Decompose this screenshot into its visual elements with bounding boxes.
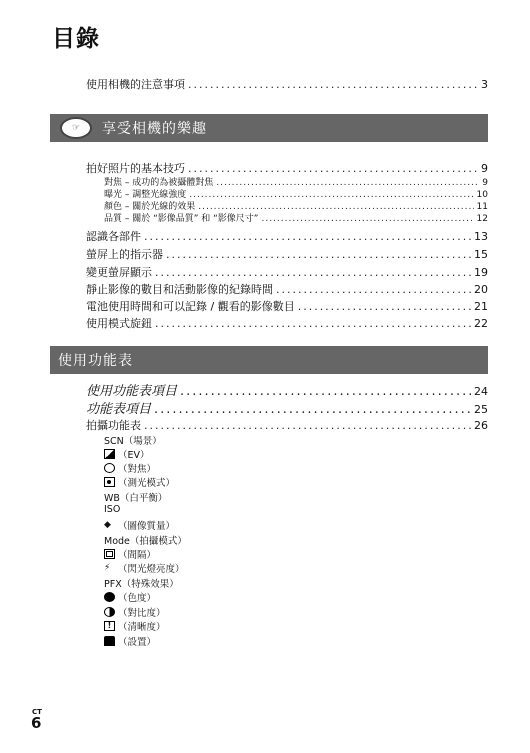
function-label: （對焦） xyxy=(118,464,157,475)
function-item-setup[interactable] xyxy=(104,634,156,648)
function-label: （清晰度） xyxy=(118,622,166,633)
function-item-interval[interactable] xyxy=(104,547,156,561)
toc-entry[interactable] xyxy=(86,228,488,244)
section-header-enjoy-camera xyxy=(50,114,488,142)
toc-subentry-page: 9 xyxy=(482,178,488,188)
function-label: （閃光燈亮度） xyxy=(118,564,185,575)
function-item-focus[interactable] xyxy=(104,461,156,475)
image-quality-icon: ◆ xyxy=(104,520,111,530)
toc-entry-page: 9 xyxy=(481,162,488,175)
toc-entry-page: 20 xyxy=(474,283,488,296)
metering-icon xyxy=(104,477,115,487)
toc-entry[interactable] xyxy=(86,298,488,314)
toc-entry-menu-items[interactable] xyxy=(86,398,488,417)
toc-subentry-page: 10 xyxy=(476,190,488,200)
toc-subentry-label: 對焦 – 成功的為被攝體對焦 xyxy=(104,178,214,188)
leader-dots xyxy=(154,402,471,417)
toc-entry-label: 靜止影像的數目和活動影像的紀錄時間 xyxy=(86,283,273,296)
function-label: SCN（場景） xyxy=(104,436,162,447)
function-label: （圖像質量） xyxy=(118,521,176,532)
toc-entry-page: 25 xyxy=(474,403,488,416)
function-item-sharpness[interactable] xyxy=(104,619,166,633)
toc-entry-page: 13 xyxy=(474,230,488,243)
toc-entry-page: 22 xyxy=(474,317,488,330)
toc-entry-page: 21 xyxy=(474,300,488,313)
toc-entry-label: 螢屏上的指示器 xyxy=(86,248,163,261)
toc-entry-label: 拍好照片的基本技巧 xyxy=(86,162,185,175)
flash-level-icon: ⚡ xyxy=(104,563,111,573)
section-title: 使用功能表 xyxy=(58,353,133,369)
toc-entry-label: 使用模式旋鈕 xyxy=(86,317,152,330)
contrast-icon xyxy=(104,607,115,617)
function-label: （EV） xyxy=(118,450,150,461)
interval-icon xyxy=(104,549,115,559)
toc-subentry-label: 曝光 – 調整光線強度 xyxy=(104,190,187,200)
leader-dots xyxy=(166,248,471,261)
camera-badge-icon: ☞ xyxy=(60,117,92,139)
function-label: （色度） xyxy=(118,593,157,604)
leader-dots xyxy=(144,230,471,243)
toc-entry-precautions[interactable] xyxy=(86,76,488,92)
toc-entry-label: 電池使用時間和可以記錄 / 觀看的影像數目 xyxy=(86,300,295,313)
language-code: CT xyxy=(32,708,42,716)
function-item-flash-level[interactable] xyxy=(104,561,185,575)
function-item-scn[interactable] xyxy=(104,433,162,447)
page-title: 目錄 xyxy=(52,26,100,52)
function-label: （對比度） xyxy=(118,608,166,619)
toc-entry-page: 19 xyxy=(474,266,488,279)
function-item-pfx[interactable] xyxy=(104,576,179,590)
page-number: 6 xyxy=(31,714,42,732)
section-title: 享受相機的樂趣 xyxy=(102,121,207,137)
saturation-icon xyxy=(104,592,115,602)
toc-subentry[interactable] xyxy=(104,211,488,224)
toc-entry-label: 拍攝功能表 xyxy=(86,419,141,432)
toc-subentry-label: 顏色 – 關於光線的效果 xyxy=(104,202,196,212)
focus-icon xyxy=(104,463,115,473)
toc-entry-label: 變更螢屏顯示 xyxy=(86,266,152,279)
leader-dots xyxy=(188,162,478,175)
toc-entry[interactable] xyxy=(86,281,488,297)
leader-dots xyxy=(155,317,471,330)
function-label: （設置） xyxy=(118,637,157,648)
toc-entry-page: 3 xyxy=(481,78,488,91)
toc-entry-page: 26 xyxy=(474,419,488,432)
function-item-wb[interactable] xyxy=(104,490,167,504)
leader-dots xyxy=(276,283,471,296)
section-header-menu xyxy=(50,346,488,374)
leader-dots xyxy=(298,300,471,313)
function-item-metering[interactable] xyxy=(104,475,175,489)
leader-dots xyxy=(188,78,478,91)
toc-entry-page: 24 xyxy=(474,385,488,398)
toc-entry-using-menu[interactable] xyxy=(86,380,488,399)
toc-entry-page: 15 xyxy=(474,248,488,261)
sharpness-icon: ! xyxy=(104,621,115,631)
leader-dots xyxy=(180,384,471,399)
toc-subentry-label: 品質 – 關於 “影像品質” 和 “影像尺寸” xyxy=(104,214,259,224)
toc-entry-label: 功能表項目 xyxy=(86,402,152,417)
leader-dots xyxy=(155,266,471,279)
function-label: PFX（特殊效果） xyxy=(104,579,179,590)
setup-icon xyxy=(104,636,115,646)
function-label: Mode（拍攝模式） xyxy=(104,536,187,547)
exposure-icon xyxy=(104,449,115,459)
toc-entry-label: 使用相機的注意事項 xyxy=(86,78,185,91)
toc-subentry-page: 12 xyxy=(476,214,488,224)
toc-entry[interactable] xyxy=(86,315,488,331)
function-item-image-quality[interactable] xyxy=(104,518,175,532)
function-item-ev[interactable] xyxy=(104,447,150,461)
toc-entry-label: 使用功能表項目 xyxy=(86,384,178,399)
toc-entry-label: 認識各部件 xyxy=(86,230,141,243)
function-label: （測光模式） xyxy=(118,478,176,489)
function-label: WB（白平衡） xyxy=(104,493,168,504)
toc-subentry-page: 11 xyxy=(476,202,488,212)
function-label: ISO xyxy=(104,504,121,515)
leader-dots xyxy=(261,214,473,224)
toc-entry[interactable] xyxy=(86,264,488,280)
function-item-saturation[interactable] xyxy=(104,590,156,604)
toc-entry-basic-tips[interactable] xyxy=(86,160,488,176)
toc-entry-shooting-menu[interactable] xyxy=(86,417,488,433)
function-label: （間隔） xyxy=(118,550,157,561)
function-item-contrast[interactable] xyxy=(104,605,166,619)
function-item-iso[interactable] xyxy=(104,504,120,515)
toc-entry[interactable] xyxy=(86,246,488,262)
leader-dots xyxy=(144,419,471,432)
function-item-mode[interactable] xyxy=(104,533,187,547)
